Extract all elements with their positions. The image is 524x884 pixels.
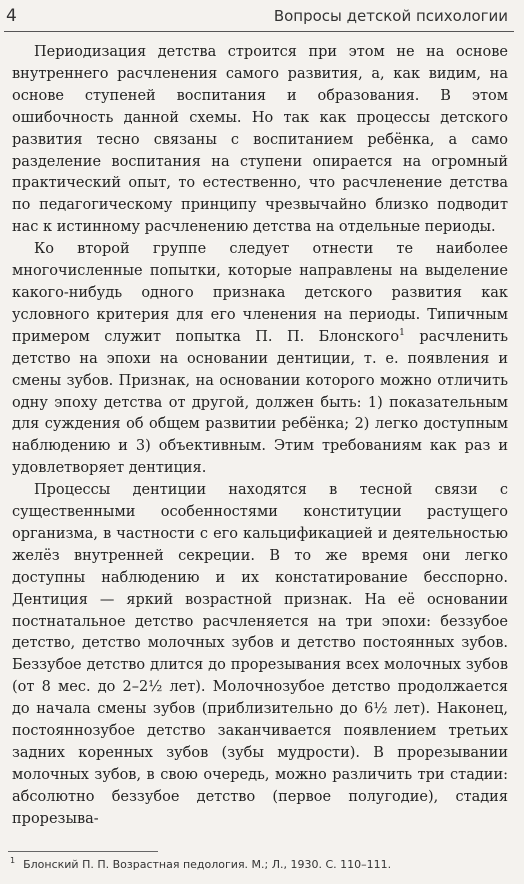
page-header bbox=[0, 0, 524, 36]
running-title: Вопросы детской психологии bbox=[273, 7, 508, 25]
paragraph-3: Процессы дентиции находятся в тесной связи с существенными особенностями конституции растущего организма, в частности с его кальцификацией и деятельностью желёз внутренней секреции. В то же время они легко доступны наблюдению и их констатирование бесспорно. Дентиция — яркий возрастной признак. На её основании постнатальное детство расчленяется на три эпохи: беззубое детство, детство молочных зубов и детство постоянных зубов. Беззубое детство длится до прорезывания всех молочных зубов (от 8 мес. до 2–2½ лет). Молочнозубое детство продолжается до начала смены зубов (приблизительно до 6½ лет). Наконец, постояннозубое детство заканчивается появлением третьих задних коренных зубов (зубы мудрости). В прорезывании молочных зубов, в свою очередь, можно различить три стадии: абсолютно беззубое детство (первое полугодие), стадия прорезыва- bbox=[12, 482, 508, 827]
header-rule bbox=[4, 31, 514, 32]
body-text bbox=[12, 42, 508, 831]
footnote bbox=[10, 858, 510, 872]
footnote-rule bbox=[8, 851, 158, 852]
footnote-marker: 1 bbox=[10, 856, 16, 866]
paragraph-1: Периодизация детства строится при этом не на основе внутреннего расчленения самого развития, а, как видим, на основе ступеней воспитания и образования. В этом ошибочность данной схемы. Но так как процессы детского развития тесно связаны с воспитанием ребёнка, а само разделение воспитания на ступени опирается на огромный практический опыт, то естественно, что расчленение детства по педагогическому принципу чрезвычайно близко подводит нас к истинному расчленению детства на отдельные периоды. bbox=[12, 44, 508, 236]
page-number: 4 bbox=[6, 6, 17, 26]
footnote-text: Блонский П. П. Возрастная педология. М.; Л., 1930. С. 110–111. bbox=[23, 858, 392, 871]
paragraph-2 bbox=[12, 239, 508, 480]
footnote-reference[interactable]: 1 bbox=[399, 327, 405, 338]
paragraph-2-start: Ко второй группе следует отнести те наиболее многочисленные попытки, которые направлены на выделение какого-нибудь одного признака детского развития как условного критерия для его членения на периоды. Типичным примером служит попытка П. П. Блонского bbox=[12, 241, 508, 345]
paragraph-2-end: расчленить детство на эпохи на основании дентиции, т. е. появления и смены зубов. Признак, на основании которого можно отличить одну эпоху детства от другой, должен быть: 1) показательным для суждения об общем развитии ребёнка; 2) легко доступным наблюдению и 3) объективным. Этим требованиям как раз и удовлетворяет дентиция. bbox=[12, 328, 509, 477]
